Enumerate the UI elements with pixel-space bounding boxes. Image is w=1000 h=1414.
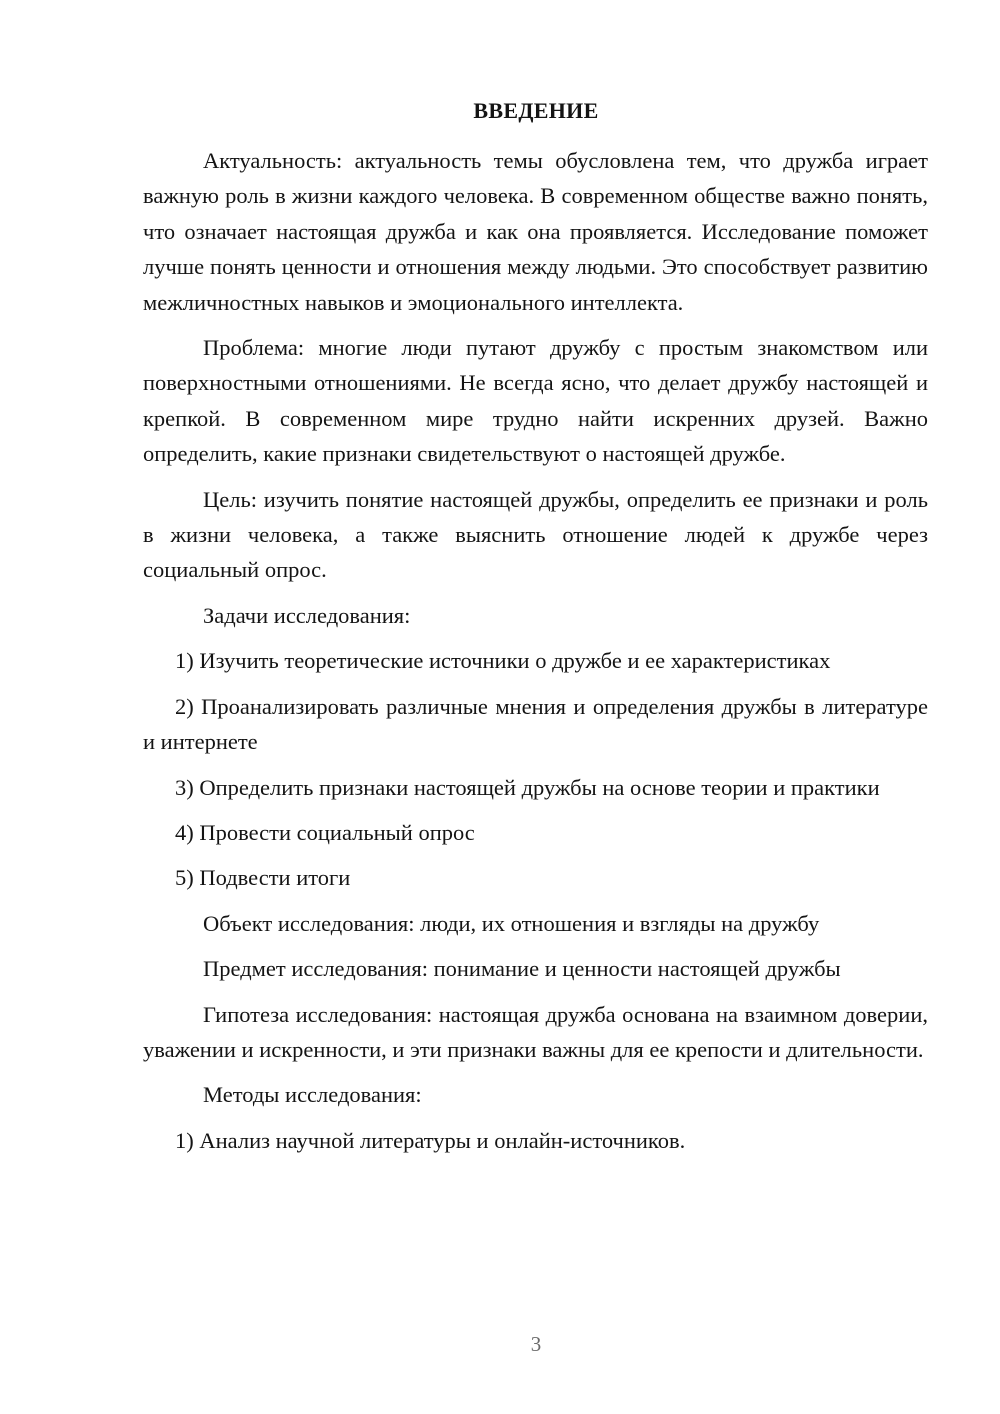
list-item-task-5: 5) Подвести итоги (175, 865, 351, 891)
page-number: 3 (530, 1332, 542, 1356)
paragraph-problem: Проблема: многие люди путают дружбу с простым знакомством или поверхностными отношениями. Не всегда ясно, что делает дружбу настоящей и крепкой. В современном мире трудно найти искренних друзей. Важно определить, какие признаки свидетельствуют о настоящей дружбе. (143, 335, 928, 467)
paragraph-object: Объект исследования: люди, их отношения и взгляды на дружбу (203, 910, 820, 936)
paragraph-relevance: Актуальность: актуальность темы обусловлена тем, что дружба играет важную роль в жизни каждого человека. В современном обществе важно понять, что означает настоящая дружба и как она проявляется. Исследование поможет лучше понять ценности и отношения между людьми. Это способствует развитию межличностных навыков и эмоционального интеллекта. (143, 148, 928, 315)
list-item-task-4: 4) Провести социальный опрос (175, 819, 475, 845)
paragraph-hypothesis: Гипотеза исследования: настоящая дружба основана на взаимном доверии, уважении и искренности, и эти признаки важны для ее крепости и длительности. (143, 1001, 928, 1062)
document-body (143, 143, 928, 1168)
list-item-task-3: 3) Определить признаки настоящей дружбы на основе теории и практики (175, 774, 880, 800)
paragraph-methods-title: Методы исследования: (203, 1082, 422, 1108)
list-item-method-1: 1) Анализ научной литературы и онлайн-источников. (175, 1127, 686, 1153)
section-heading: ВВЕДЕНИЕ (473, 98, 599, 123)
list-item-task-1: 1) Изучить теоретические источники о дружбе и ее характеристиках (175, 648, 831, 674)
paragraph-tasks-title: Задачи исследования: (203, 602, 411, 628)
paragraph-subject: Предмет исследования: понимание и ценности настоящей дружбы (203, 956, 841, 982)
list-item-task-2: 2) Проанализировать различные мнения и определения дружбы в литературе и интернете (143, 693, 928, 755)
paragraph-goal: Цель: изучить понятие настоящей дружбы, определить ее признаки и роль в жизни человека, а также выяснить отношение людей к дружбе через социальный опрос. (143, 486, 928, 583)
